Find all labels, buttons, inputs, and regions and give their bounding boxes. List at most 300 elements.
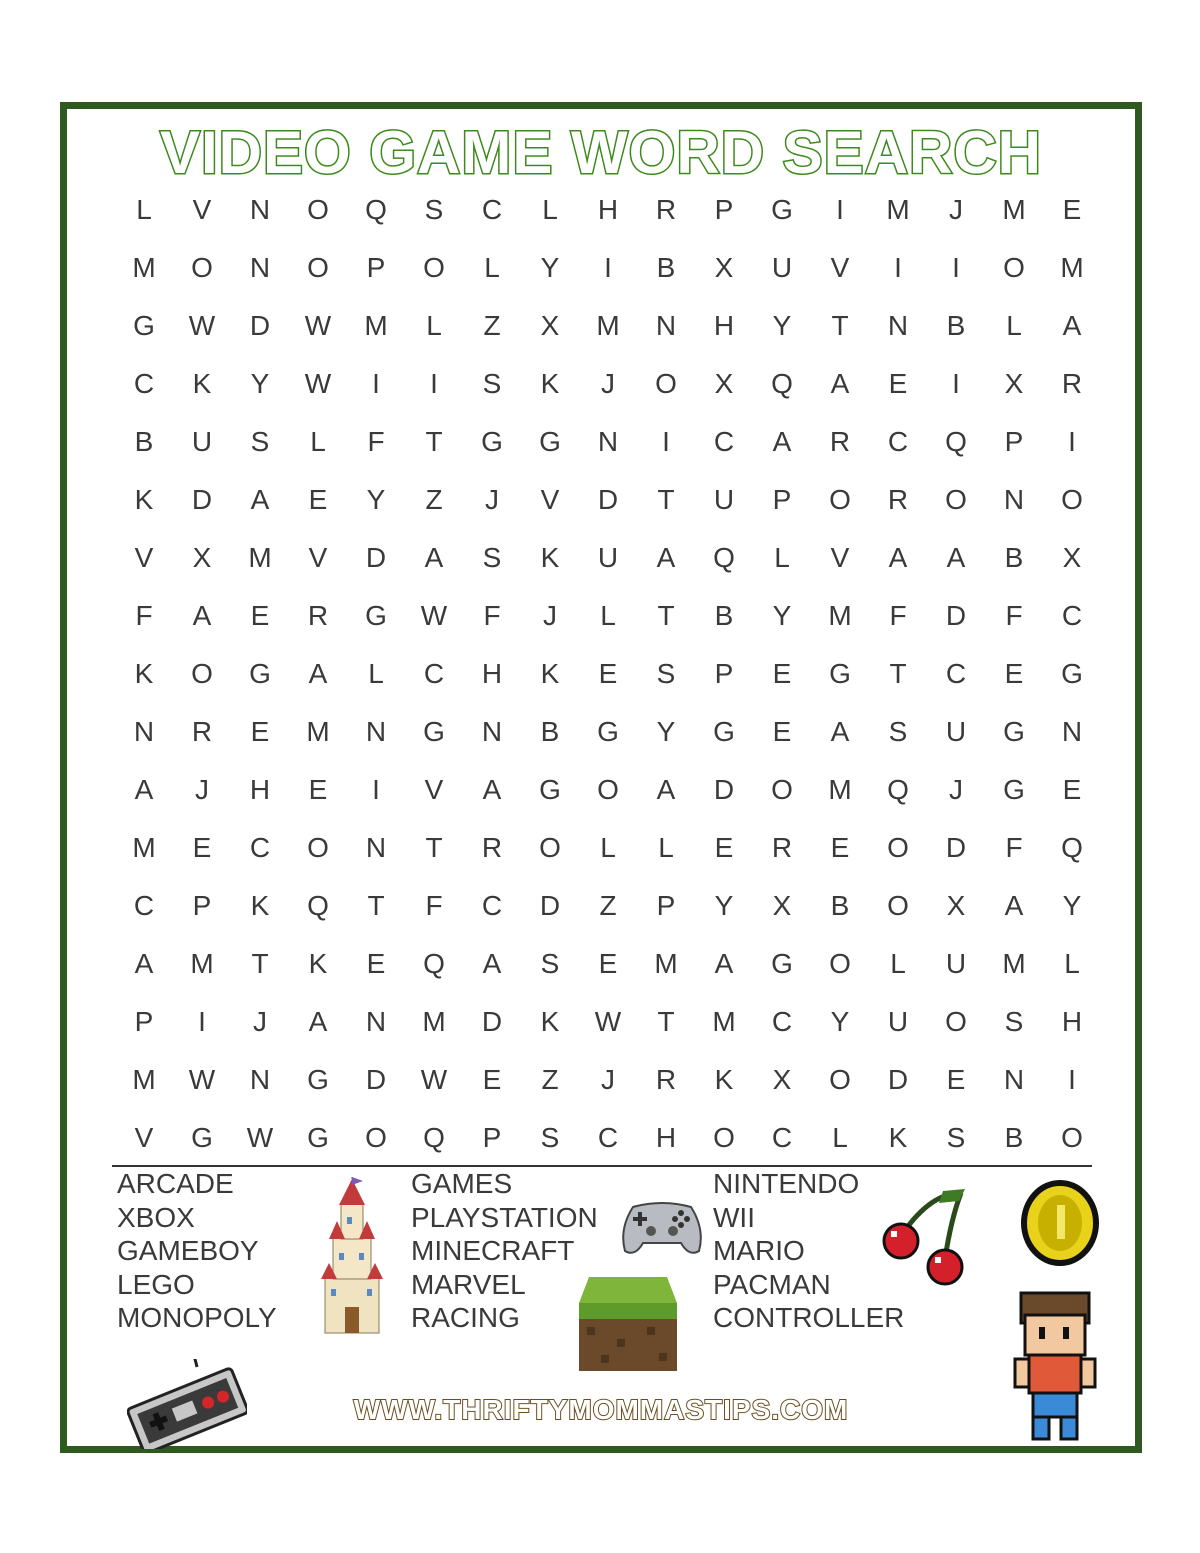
- castle-icon: [319, 1177, 385, 1337]
- grid-letter: O: [829, 484, 851, 515]
- grid-letter: K: [134, 484, 154, 515]
- grid-letter: M: [654, 948, 678, 979]
- grid-letter: K: [540, 368, 560, 399]
- grid-letter: Q: [365, 194, 387, 225]
- grid-letter: A: [888, 542, 908, 573]
- grid-letter: P: [714, 194, 734, 225]
- grid-letter: E: [888, 368, 908, 399]
- grid-letter: K: [540, 658, 560, 689]
- grid-letter: W: [304, 368, 332, 399]
- grid-letter: G: [133, 310, 155, 341]
- grid-letter: S: [482, 542, 502, 573]
- grid-letter: L: [1064, 948, 1080, 979]
- grid-letter: M: [828, 774, 852, 805]
- word-item: MARVEL: [411, 1268, 526, 1300]
- grid-letter: Q: [713, 542, 735, 573]
- grid-letter: Z: [599, 890, 617, 921]
- grid-letter: D: [539, 890, 561, 921]
- grid-letter: O: [307, 832, 329, 863]
- grid-letter: R: [887, 484, 909, 515]
- grid-letter: G: [365, 600, 387, 631]
- grid-letter: K: [888, 1122, 908, 1153]
- grid-letter: I: [894, 252, 902, 283]
- grid-letter: L: [542, 194, 558, 225]
- grid-letter: V: [134, 542, 154, 573]
- grid-letter: J: [543, 600, 557, 631]
- grid-letter: M: [132, 832, 156, 863]
- grid-letter: I: [662, 426, 670, 457]
- word-item: PACMAN: [713, 1268, 831, 1300]
- grid-letter: O: [655, 368, 677, 399]
- grid-letter: O: [945, 484, 967, 515]
- grid-letter: I: [430, 368, 438, 399]
- grid-letter: N: [1003, 484, 1025, 515]
- grid-letter: Y: [772, 600, 792, 631]
- grid-letter: E: [598, 658, 618, 689]
- grid-letter: U: [887, 1006, 909, 1037]
- grid-letter: M: [132, 252, 156, 283]
- grid-letter: K: [308, 948, 328, 979]
- grid-letter: M: [886, 194, 910, 225]
- grid-letter: A: [1004, 890, 1024, 921]
- grid-letter: C: [887, 426, 909, 457]
- grid-letter: U: [191, 426, 213, 457]
- grid-letter: A: [656, 774, 676, 805]
- grid-letter: K: [250, 890, 270, 921]
- grid-letter: I: [372, 368, 380, 399]
- grid-letter: E: [1062, 774, 1082, 805]
- grid-letter: E: [830, 832, 850, 863]
- grid-letter: F: [1005, 832, 1023, 863]
- grid-letter: F: [367, 426, 385, 457]
- grid-letter: S: [888, 716, 908, 747]
- grid-letter: N: [1003, 1064, 1025, 1095]
- grid-letter: I: [1068, 1064, 1076, 1095]
- word-item: MONOPOLY: [117, 1302, 277, 1334]
- grid-letter: A: [250, 484, 270, 515]
- grid-letter: D: [249, 310, 271, 341]
- grid-letter: L: [426, 310, 442, 341]
- grid-letter: D: [945, 832, 967, 863]
- grid-letter: J: [601, 1064, 615, 1095]
- grid-letter: B: [830, 890, 850, 921]
- grid-letter: N: [365, 832, 387, 863]
- grid-letter: S: [656, 658, 676, 689]
- grid-letter: Y: [1062, 890, 1082, 921]
- grid-letter: A: [308, 658, 328, 689]
- grid-letter: D: [887, 1064, 909, 1095]
- grid-letter: N: [481, 716, 503, 747]
- grid-letter: M: [364, 310, 388, 341]
- grid-letter: C: [481, 890, 503, 921]
- grid-letter: R: [481, 832, 503, 863]
- grid-letter: I: [836, 194, 844, 225]
- grid-letter: H: [1061, 1006, 1083, 1037]
- grid-letter: J: [949, 194, 963, 225]
- grid-letter: U: [713, 484, 735, 515]
- grid-letter: U: [771, 252, 793, 283]
- grid-letter: L: [600, 600, 616, 631]
- grid-letter: N: [1061, 716, 1083, 747]
- page-title: VIDEO GAME WORD SEARCH: [159, 119, 1043, 186]
- grid-letter: K: [540, 542, 560, 573]
- word-item: GAMES: [411, 1168, 513, 1199]
- grid-letter: X: [772, 890, 792, 921]
- grid-letter: G: [249, 658, 271, 689]
- grid-letter: F: [135, 600, 153, 631]
- grid-letter: B: [656, 252, 676, 283]
- grid-letter: W: [188, 310, 216, 341]
- grid-letter: Q: [423, 1122, 445, 1153]
- grid-letter: T: [425, 832, 443, 863]
- grid-letter: J: [485, 484, 499, 515]
- grid-letter: G: [191, 1122, 213, 1153]
- grid-letter: X: [1062, 542, 1082, 573]
- grid-letter: H: [249, 774, 271, 805]
- word-list-col-2: [411, 1167, 598, 1335]
- grid-letter: F: [483, 600, 501, 631]
- grid-letter: Z: [425, 484, 443, 515]
- grid-letter: Q: [307, 890, 329, 921]
- grid-letter: D: [191, 484, 213, 515]
- grid-letter: G: [713, 716, 735, 747]
- grid-letter: P: [134, 1006, 154, 1037]
- grid-letter: J: [949, 774, 963, 805]
- grid-letter: G: [597, 716, 619, 747]
- grid-letter: B: [134, 426, 154, 457]
- grid-letter: R: [829, 426, 851, 457]
- grid-letter: M: [828, 600, 852, 631]
- grid-letter: C: [945, 658, 967, 689]
- grid-letter: D: [597, 484, 619, 515]
- grass-block-icon: [577, 1277, 679, 1371]
- grid-letter: X: [946, 890, 966, 921]
- grid-letter: H: [713, 310, 735, 341]
- grid-letter: R: [307, 600, 329, 631]
- grid-letter: L: [890, 948, 906, 979]
- grid-letter: O: [307, 252, 329, 283]
- grid-letter: I: [952, 252, 960, 283]
- word-list-col-3: [713, 1167, 904, 1335]
- grid-letter: X: [192, 542, 212, 573]
- grid-letter: G: [539, 774, 561, 805]
- grid-letter: K: [714, 1064, 734, 1095]
- grid-letter: K: [192, 368, 212, 399]
- grid-letter: G: [1061, 658, 1083, 689]
- grid-letter: Y: [772, 310, 792, 341]
- grid-letter: A: [656, 542, 676, 573]
- grid-letter: G: [307, 1064, 329, 1095]
- grid-letter: A: [1062, 310, 1082, 341]
- grid-letter: L: [600, 832, 616, 863]
- grid-letter: A: [134, 948, 154, 979]
- grid-letter: Y: [540, 252, 560, 283]
- grid-letter: Z: [483, 310, 501, 341]
- grid-letter: O: [423, 252, 445, 283]
- grid-letter: E: [946, 1064, 966, 1095]
- grid-letter: G: [829, 658, 851, 689]
- grid-letter: S: [1004, 1006, 1024, 1037]
- grid-letter: O: [887, 832, 909, 863]
- grid-letter: G: [1003, 774, 1025, 805]
- grid-letter: E: [366, 948, 386, 979]
- grid-letter: M: [1002, 948, 1026, 979]
- grid-letter: F: [889, 600, 907, 631]
- grid-letter: S: [482, 368, 502, 399]
- grid-letter: X: [540, 310, 560, 341]
- grid-letter: O: [887, 890, 909, 921]
- word-list-col-1: [117, 1167, 277, 1335]
- grid-letter: N: [655, 310, 677, 341]
- grid-letter: Q: [423, 948, 445, 979]
- word-item: NINTENDO: [713, 1168, 860, 1199]
- grid-letter: E: [1062, 194, 1082, 225]
- grid-letter: E: [772, 716, 792, 747]
- grid-letter: S: [540, 948, 560, 979]
- grid-letter: L: [368, 658, 384, 689]
- word-item: XBOX: [117, 1201, 195, 1233]
- grid-letter: L: [484, 252, 500, 283]
- grid-letter: A: [308, 1006, 328, 1037]
- word-item: MARIO: [713, 1235, 805, 1267]
- grid-letter: E: [714, 832, 734, 863]
- grid-letter: P: [714, 658, 734, 689]
- grid-letter: I: [952, 368, 960, 399]
- word-item: LEGO: [117, 1268, 195, 1300]
- grid-letter: Z: [541, 1064, 559, 1095]
- grid-letter: B: [1004, 1122, 1024, 1153]
- grid-letter: C: [423, 658, 445, 689]
- grid-letter: T: [251, 948, 269, 979]
- grid-letter: G: [771, 194, 793, 225]
- grid-letter: N: [249, 194, 271, 225]
- grid-letter: N: [597, 426, 619, 457]
- grid-letter: C: [249, 832, 271, 863]
- grid-letter: A: [830, 716, 850, 747]
- grid-letter: O: [1003, 252, 1025, 283]
- word-item: RACING: [411, 1302, 520, 1334]
- grid-letter: W: [246, 1122, 274, 1153]
- grid-letter: X: [772, 1064, 792, 1095]
- grid-letter: O: [945, 1006, 967, 1037]
- grid-letter: W: [594, 1006, 622, 1037]
- grid-letter: O: [829, 948, 851, 979]
- grid-letter: M: [596, 310, 620, 341]
- grid-letter: N: [133, 716, 155, 747]
- grid-letter: A: [714, 948, 734, 979]
- grid-letter: A: [482, 774, 502, 805]
- letter-grid: [115, 181, 1101, 1167]
- grid-letter: R: [655, 194, 677, 225]
- grid-letter: X: [714, 368, 734, 399]
- grid-letter: T: [831, 310, 849, 341]
- grid-letter: O: [597, 774, 619, 805]
- grid-letter: N: [887, 310, 909, 341]
- website-footer: WWW.THRIFTYMOMMASTIPS.COM: [353, 1394, 849, 1425]
- grid-letter: N: [365, 716, 387, 747]
- grid-letter: T: [425, 426, 443, 457]
- coin-icon: [1019, 1179, 1101, 1267]
- grid-letter: R: [1061, 368, 1083, 399]
- grid-letter: B: [714, 600, 734, 631]
- grid-letter: P: [482, 1122, 502, 1153]
- grid-letter: Y: [366, 484, 386, 515]
- grid-letter: M: [190, 948, 214, 979]
- grid-letter: L: [1006, 310, 1022, 341]
- word-item: MINECRAFT: [411, 1235, 575, 1267]
- grid-letter: U: [945, 716, 967, 747]
- grid-letter: A: [772, 426, 792, 457]
- grid-letter: S: [424, 194, 444, 225]
- grid-letter: I: [1068, 426, 1076, 457]
- grid-letter: E: [192, 832, 212, 863]
- grid-letter: O: [713, 1122, 735, 1153]
- grid-letter: L: [310, 426, 326, 457]
- word-item: CONTROLLER: [713, 1302, 905, 1334]
- grid-letter: P: [192, 890, 212, 921]
- grid-letter: A: [830, 368, 850, 399]
- grid-letter: C: [1061, 600, 1083, 631]
- grid-letter: Y: [714, 890, 734, 921]
- grid-letter: T: [657, 1006, 675, 1037]
- grid-letter: T: [889, 658, 907, 689]
- gamepad-icon: [619, 1199, 705, 1257]
- grid-letter: X: [714, 252, 734, 283]
- puzzle-frame: [60, 102, 1142, 1453]
- grid-letter: Q: [771, 368, 793, 399]
- grid-letter: Y: [656, 716, 676, 747]
- grid-letter: C: [713, 426, 735, 457]
- word-item: PLAYSTATION: [411, 1201, 598, 1233]
- grid-letter: O: [191, 658, 213, 689]
- grid-letter: G: [423, 716, 445, 747]
- grid-letter: H: [481, 658, 503, 689]
- grid-letter: H: [597, 194, 619, 225]
- grid-letter: A: [424, 542, 444, 573]
- grid-letter: D: [365, 1064, 387, 1095]
- grid-letter: M: [422, 1006, 446, 1037]
- grid-letter: E: [250, 716, 270, 747]
- grid-letter: R: [771, 832, 793, 863]
- grid-letter: M: [248, 542, 272, 573]
- grid-letter: E: [308, 774, 328, 805]
- grid-letter: R: [655, 1064, 677, 1095]
- grid-letter: C: [597, 1122, 619, 1153]
- grid-letter: L: [832, 1122, 848, 1153]
- grid-letter: E: [308, 484, 328, 515]
- grid-letter: E: [598, 948, 618, 979]
- grid-letter: B: [1004, 542, 1024, 573]
- grid-letter: D: [713, 774, 735, 805]
- grid-letter: E: [772, 658, 792, 689]
- word-item: ARCADE: [117, 1168, 234, 1199]
- grid-letter: W: [188, 1064, 216, 1095]
- grid-letter: J: [601, 368, 615, 399]
- grid-letter: S: [540, 1122, 560, 1153]
- grid-letter: K: [134, 658, 154, 689]
- grid-letter: Q: [1061, 832, 1083, 863]
- grid-letter: I: [604, 252, 612, 283]
- grid-letter: W: [420, 600, 448, 631]
- grid-letter: Q: [887, 774, 909, 805]
- grid-letter: K: [540, 1006, 560, 1037]
- grid-letter: U: [597, 542, 619, 573]
- grid-letter: E: [482, 1064, 502, 1095]
- grid-letter: J: [253, 1006, 267, 1037]
- grid-letter: F: [425, 890, 443, 921]
- grid-letter: L: [658, 832, 674, 863]
- grid-letter: W: [304, 310, 332, 341]
- grid-letter: V: [424, 774, 444, 805]
- grid-letter: D: [481, 1006, 503, 1037]
- grid-letter: V: [830, 542, 850, 573]
- word-item: GAMEBOY: [117, 1235, 259, 1267]
- grid-letter: R: [191, 716, 213, 747]
- grid-letter: T: [657, 600, 675, 631]
- grid-letter: O: [771, 774, 793, 805]
- grid-letter: G: [771, 948, 793, 979]
- grid-letter: T: [367, 890, 385, 921]
- grid-letter: M: [1002, 194, 1026, 225]
- grid-letter: C: [771, 1122, 793, 1153]
- grid-letter: M: [1060, 252, 1084, 283]
- grid-letter: C: [133, 368, 155, 399]
- grid-letter: O: [1061, 484, 1083, 515]
- grid-letter: N: [249, 252, 271, 283]
- grid-letter: V: [830, 252, 850, 283]
- grid-letter: M: [306, 716, 330, 747]
- grid-letter: Y: [250, 368, 270, 399]
- grid-letter: A: [482, 948, 502, 979]
- grid-letter: A: [946, 542, 966, 573]
- grid-letter: N: [249, 1064, 271, 1095]
- grid-letter: J: [195, 774, 209, 805]
- grid-letter: L: [774, 542, 790, 573]
- grid-letter: B: [540, 716, 560, 747]
- grid-letter: M: [132, 1064, 156, 1095]
- grid-letter: V: [308, 542, 328, 573]
- grid-letter: O: [829, 1064, 851, 1095]
- grid-letter: P: [366, 252, 386, 283]
- grid-letter: I: [372, 774, 380, 805]
- grid-letter: A: [192, 600, 212, 631]
- grid-letter: G: [307, 1122, 329, 1153]
- grid-letter: V: [192, 194, 212, 225]
- grid-letter: G: [539, 426, 561, 457]
- grid-letter: G: [1003, 716, 1025, 747]
- grid-letter: L: [136, 194, 152, 225]
- grid-letter: E: [250, 600, 270, 631]
- grid-letter: O: [307, 194, 329, 225]
- cherries-icon: [881, 1189, 977, 1291]
- grid-letter: O: [1061, 1122, 1083, 1153]
- grid-letter: Q: [945, 426, 967, 457]
- grid-letter: C: [481, 194, 503, 225]
- grid-letter: E: [1004, 658, 1024, 689]
- grid-letter: F: [1005, 600, 1023, 631]
- grid-letter: T: [657, 484, 675, 515]
- grid-letter: H: [655, 1122, 677, 1153]
- grid-letter: M: [712, 1006, 736, 1037]
- grid-letter: X: [1004, 368, 1024, 399]
- grid-letter: U: [945, 948, 967, 979]
- grid-letter: A: [134, 774, 154, 805]
- grid-letter: V: [134, 1122, 154, 1153]
- grid-letter: N: [365, 1006, 387, 1037]
- grid-letter: O: [191, 252, 213, 283]
- grid-letter: O: [365, 1122, 387, 1153]
- grid-letter: D: [365, 542, 387, 573]
